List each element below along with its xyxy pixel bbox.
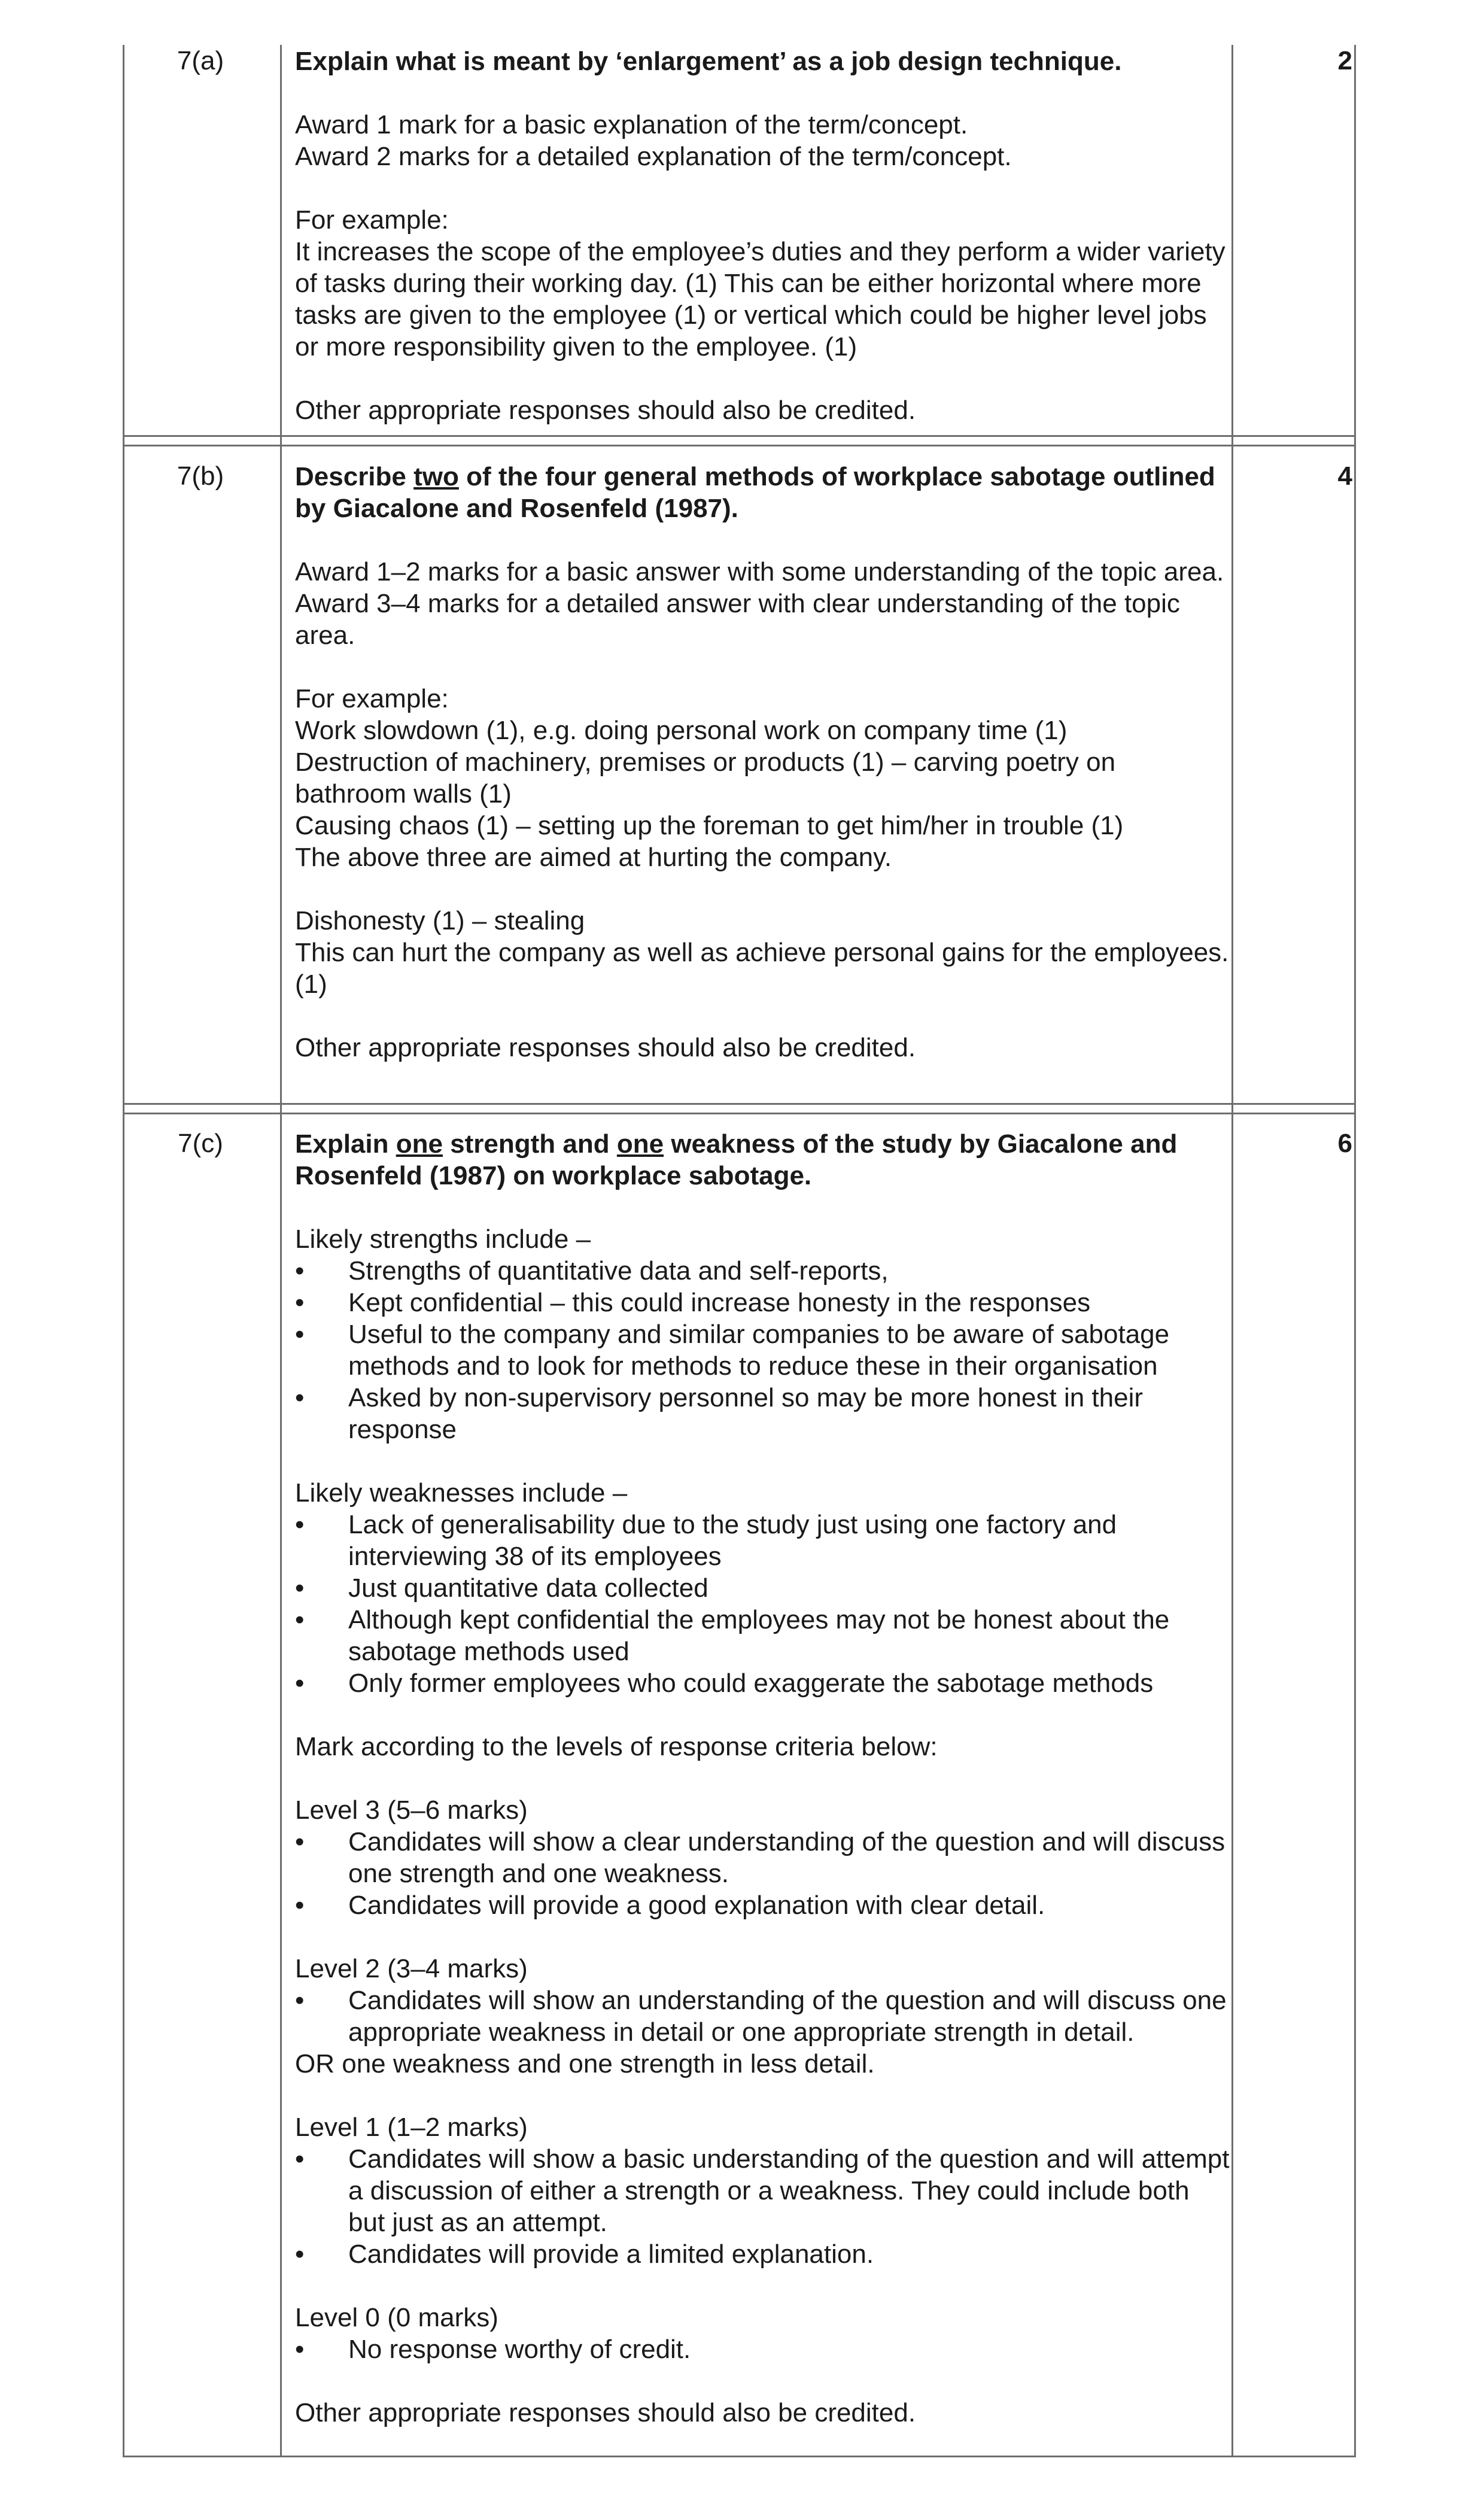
bullet: • <box>295 1573 305 1603</box>
weaknesses-label: Likely weaknesses include – <box>295 1478 628 1508</box>
list-item-text: Strengths of quantitative data and self-reports, <box>348 1256 889 1286</box>
title-text: Explain <box>295 1129 396 1159</box>
level-extra: OR one weakness and one strength in less detail. <box>295 2049 875 2079</box>
example-label: For example: <box>295 205 449 235</box>
row-separator-1b <box>123 445 1356 446</box>
list-item <box>295 1889 1231 1921</box>
list-item-text: No response worthy of credit. <box>348 2335 691 2364</box>
list-item-text: Candidates will show a clear understanding of the question and will discuss one strength and one weakness. <box>348 1827 1225 1888</box>
list-item-text: Candidates will show an understanding of the question and will discuss one appropriate weakness in detail or one appropriate strength in detail. <box>348 1986 1227 2047</box>
bullet: • <box>295 2144 305 2174</box>
bullet: • <box>295 1288 305 1317</box>
list-item <box>295 1287 1231 1318</box>
bullet: • <box>295 1605 305 1634</box>
list-item <box>295 1667 1231 1699</box>
award-line: Award 3–4 marks for a detailed answer with clear understanding of the topic area. <box>295 589 1180 650</box>
example-text: It increases the scope of the employee’s duties and they perform a wider variety of tasks during their working day. (1) This can be either horizontal where more tasks are given to the employee (1) or vertical which could be higher level jobs or more responsibility given to the employee. (1) <box>295 237 1225 361</box>
list-item-text: Just quantitative data collected <box>348 1573 708 1603</box>
question-marks: 4 <box>1337 461 1352 491</box>
row-separator-1a <box>123 435 1356 437</box>
example-line: The above three are aimed at hurting the company. <box>295 843 892 872</box>
question-number: 7(c) <box>178 1129 223 1158</box>
bullet: • <box>295 1256 305 1286</box>
list-item <box>295 2238 1231 2270</box>
bullet: • <box>295 2335 305 2364</box>
bullet: • <box>295 2239 305 2269</box>
question-number: 7(b) <box>177 461 224 491</box>
bullet: • <box>295 1891 305 1920</box>
level-heading: Level 1 (1–2 marks) <box>295 2113 528 2142</box>
list-item <box>295 1382 1231 1445</box>
strengths-label: Likely strengths include – <box>295 1224 591 1254</box>
row-separator-2b <box>123 1113 1356 1114</box>
credit-note: Other appropriate responses should also be credited. <box>295 2398 916 2427</box>
weaknesses-list <box>295 1509 1231 1699</box>
question-number: 7(a) <box>177 46 224 75</box>
credit-note: Other appropriate responses should also be credited. <box>295 1033 916 1062</box>
list-item-text: Useful to the company and similar companies to be aware of sabotage methods and to look for methods to reduce these in their organisation <box>348 1320 1170 1381</box>
underlined-word: one <box>616 1129 664 1159</box>
credit-note: Other appropriate responses should also be credited. <box>295 396 916 425</box>
underlined-word: one <box>396 1129 443 1159</box>
award-line: Award 1–2 marks for a basic answer with some understanding of the topic area. <box>295 557 1224 587</box>
example-label: For example: <box>295 684 449 713</box>
answer-guidance-7c <box>295 1128 1231 2429</box>
level-points <box>295 2333 1231 2365</box>
answer-guidance-7a <box>295 45 1231 426</box>
level-points <box>295 1826 1231 1921</box>
title-text: weakness of the study by Giacalone and Rosenfeld (1987) on workplace sabotage. <box>295 1129 1178 1190</box>
level-heading: Level 2 (3–4 marks) <box>295 1954 528 1983</box>
question-marks: 2 <box>1337 46 1352 75</box>
question-marks: 6 <box>1337 1129 1352 1158</box>
list-item <box>295 1604 1231 1667</box>
list-item <box>295 1572 1231 1604</box>
question-title <box>295 461 1231 524</box>
list-item-text: Asked by non-supervisory personnel so may be more honest in their response <box>348 1383 1144 1444</box>
award-line: Award 2 marks for a detailed explanation of the term/concept. <box>295 142 1012 171</box>
level-heading: Level 3 (5–6 marks) <box>295 1795 528 1825</box>
bullet: • <box>295 1669 305 1698</box>
strengths-list <box>295 1255 1231 1445</box>
level-points <box>295 1985 1231 2048</box>
title-text: of the four general methods of workplace sabotage outlined by Giacalone and Rosenfeld (1987). <box>295 462 1215 523</box>
level-points <box>295 2143 1231 2270</box>
bullet: • <box>295 1827 305 1856</box>
list-item-text: Candidates will show a basic understanding of the question and will attempt a discussion of either a strength or a weakness. They could include both but just as an attempt. <box>348 2144 1230 2237</box>
question-title: Explain what is meant by ‘enlargement’ as a job design technique. <box>295 47 1122 76</box>
answer-guidance-7b <box>295 461 1231 1063</box>
list-item <box>295 1985 1231 2048</box>
question-title <box>295 1128 1231 1192</box>
bullet: • <box>295 1383 305 1412</box>
bullet: • <box>295 1510 305 1539</box>
title-text: Describe <box>295 462 414 491</box>
list-item-text: Candidates will provide a limited explanation. <box>348 2239 874 2269</box>
list-item <box>295 2333 1231 2365</box>
list-item-text: Only former employees who could exaggerate the sabotage methods <box>348 1669 1154 1698</box>
example-line: Causing chaos (1) – setting up the foreman to get him/her in trouble (1) <box>295 811 1124 840</box>
example-line: Dishonesty (1) – stealing <box>295 906 585 935</box>
title-text: strength and <box>442 1129 617 1159</box>
list-item <box>295 1826 1231 1889</box>
example-line: This can hurt the company as well as achieve personal gains for the employees. (1) <box>295 938 1229 999</box>
column-divider-marks <box>1231 45 1233 2457</box>
table-border-left <box>123 45 124 2457</box>
list-item-text: Kept confidential – this could increase honesty in the responses <box>348 1288 1091 1317</box>
list-item <box>295 1318 1231 1382</box>
level-heading: Level 0 (0 marks) <box>295 2303 498 2332</box>
underlined-word: two <box>413 462 459 491</box>
list-item <box>295 2143 1231 2238</box>
list-item <box>295 1509 1231 1572</box>
table-border-right <box>1354 45 1356 2457</box>
bullet: • <box>295 1986 305 2015</box>
list-item-text: Lack of generalisability due to the study just using one factory and interviewing 38 of its employees <box>348 1510 1117 1571</box>
table-border-bottom <box>123 2456 1356 2457</box>
criteria-intro: Mark according to the levels of response criteria below: <box>295 1732 938 1761</box>
list-item <box>295 1255 1231 1287</box>
list-item-text: Candidates will provide a good explanation with clear detail. <box>348 1891 1045 1920</box>
row-separator-2a <box>123 1103 1356 1105</box>
example-line: Work slowdown (1), e.g. doing personal work on company time (1) <box>295 716 1068 745</box>
bullet: • <box>295 1320 305 1349</box>
column-divider-number <box>280 45 282 2457</box>
list-item-text: Although kept confidential the employees may not be honest about the sabotage methods used <box>348 1605 1170 1666</box>
example-line: Destruction of machinery, premises or products (1) – carving poetry on bathroom walls (1) <box>295 747 1116 809</box>
award-line: Award 1 mark for a basic explanation of the term/concept. <box>295 110 968 139</box>
